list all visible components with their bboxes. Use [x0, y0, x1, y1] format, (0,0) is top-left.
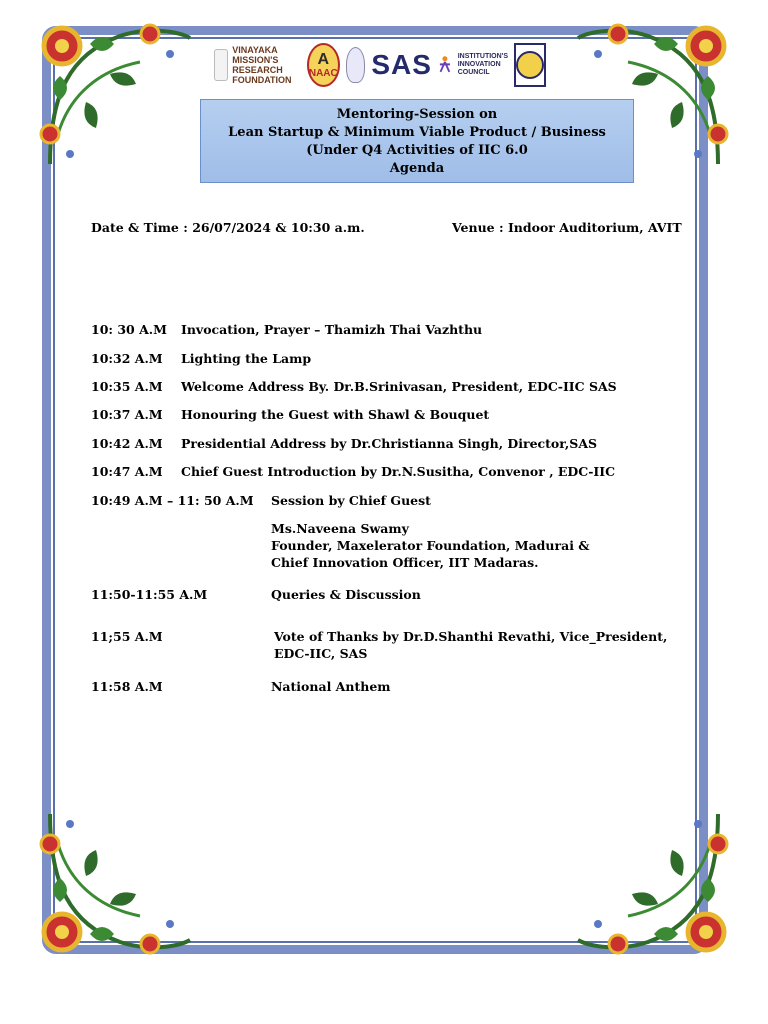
- agenda-item: Invocation, Prayer – Thamizh Thai Vazhthu: [181, 322, 483, 337]
- agenda-time: 11:50-11:55 A.M: [91, 587, 208, 602]
- vmrf-name-line2: RESEARCH FOUNDATION: [232, 65, 292, 85]
- agenda-item-continuation: EDC-IIC, SAS: [274, 646, 368, 661]
- ministry-emblem-icon: [514, 43, 546, 87]
- event-date-time: Date & Time : 26/07/2024 & 10:30 a.m.: [91, 220, 365, 235]
- iic-logo-text: INSTITUTION'S INNOVATION COUNCIL: [457, 53, 508, 76]
- chief-guest-name: Ms.Naveena Swamy: [271, 521, 409, 536]
- agenda-item: Vote of Thanks by Dr.D.Shanthi Revathi, Vice_President,: [274, 629, 668, 644]
- agenda-time: 10:35 A.M: [91, 379, 163, 394]
- agenda-time: 10: 30 A.M: [91, 322, 167, 337]
- agenda-item: Presidential Address by Dr.Christianna Singh, Director,SAS: [181, 436, 598, 451]
- chief-guest-role: Chief Innovation Officer, IIT Madaras.: [271, 555, 539, 570]
- naac-grade: A: [317, 50, 330, 68]
- agenda-item: Queries & Discussion: [271, 587, 421, 602]
- event-venue: Venue : Indoor Auditorium, AVIT: [452, 220, 682, 235]
- agenda-time: 10:37 A.M: [91, 407, 163, 422]
- agenda-item: Session by Chief Guest: [271, 493, 431, 508]
- title-line-2: Lean Startup & Minimum Viable Product / Business: [228, 125, 606, 140]
- agenda-item: Honouring the Guest with Shawl & Bouquet: [181, 407, 490, 422]
- sas-logo: SAS: [371, 49, 432, 80]
- floral-corner-ornament: [568, 794, 738, 964]
- title-line-1: Mentoring-Session on: [336, 107, 498, 122]
- agenda-item: Welcome Address By. Dr.B.Srinivasan, President, EDC-IIC SAS: [181, 379, 617, 394]
- agenda-item: Lighting the Lamp: [181, 351, 312, 366]
- iic-figure-icon: [438, 50, 452, 80]
- chief-guest-role: Founder, Maxelerator Foundation, Madurai &: [271, 538, 590, 553]
- floral-corner-ornament: [30, 794, 200, 964]
- college-crest-icon: [346, 47, 366, 83]
- vmrf-name-line1: VINAYAKA MISSION'S: [232, 45, 279, 65]
- agenda-time: 10:42 A.M: [91, 436, 163, 451]
- agenda-item: National Anthem: [271, 679, 391, 694]
- agenda-time: 11:58 A.M: [91, 679, 163, 694]
- logo-strip: [214, 40, 546, 90]
- naac-badge: [307, 43, 340, 87]
- agenda-time: 10:49 A.M – 11: 50 A.M: [91, 493, 254, 508]
- naac-label: NAAC: [308, 67, 338, 79]
- agenda-time: 11;55 A.M: [91, 629, 163, 644]
- agenda-time: 10:32 A.M: [91, 351, 163, 366]
- agenda-time: 10:47 A.M: [91, 464, 163, 479]
- title-box: [200, 99, 634, 183]
- title-line-3: (Under Q4 Activities of IIC 6.0: [306, 143, 528, 158]
- vmrf-emblem-icon: [214, 49, 228, 81]
- title-line-4: Agenda: [389, 161, 445, 176]
- vmrf-logo: [214, 45, 301, 85]
- agenda-item: Chief Guest Introduction by Dr.N.Susitha, Convenor , EDC-IIC: [181, 464, 616, 479]
- floral-corner-ornament: [30, 14, 200, 184]
